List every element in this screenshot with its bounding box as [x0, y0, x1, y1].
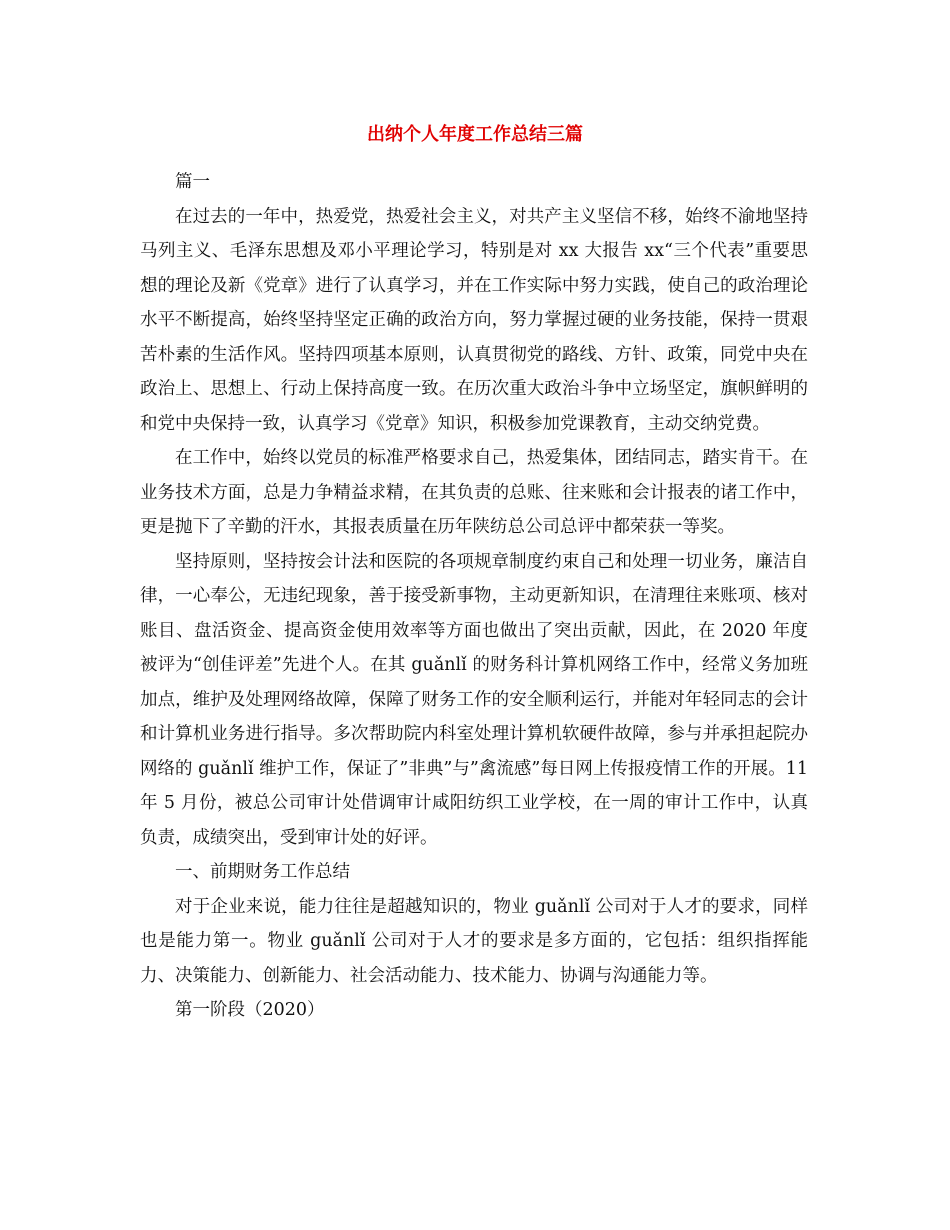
paragraph-work-attitude: 在工作中，始终以党员的标准严格要求自己，热爱集体，团结同志，踏实肯干。在业务技术方面，总是力争精益求精，在其负责的总账、往来账和会计报表的诸工作中，更是抛下了辛勤的汗水，其报表质量在历年陕纺总公司总评中都荣获一等奖。 [140, 448, 808, 537]
document-title: 出纳个人年度工作总结三篇 [367, 124, 583, 145]
paragraph-political-study: 在过去的一年中，热爱党，热爱社会主义，对共产主义坚信不移，始终不渝地坚持马列主义、毛泽东思想及邓小平理论学习，特别是对 xx 大报告 xx“三个代表”重要思想的理论及新《党章》进行了认真学习，并在工作实际中努力实践，使自己的政治理论水平不断提高，始终坚持坚定正确的政治方向，努力掌握过硬的业务技能，保持一贯艰苦朴素的生活作风。坚持四项基本原则，认真贯彻党的路线、方针、政策，同党中央在政治上、思想上、行动上保持高度一致。在历次重大政治斗争中立场坚定，旗帜鲜明的和党中央保持一致，认真学习《党章》知识，积极参加党课教育，主动交纳党费。 [140, 206, 808, 434]
section-heading-part-one: 篇一 [175, 172, 210, 192]
section-heading-stage-one: 第一阶段（2020） [175, 1000, 325, 1020]
document-body [140, 165, 808, 1028]
paragraph-principles: 坚持原则，坚持按会计法和医院的各项规章制度约束自己和处理一切业务，廉洁自律，一心奉公，无违纪现象，善于接受新事物，主动更新知识，在清理往来账项、核对账目、盘活资金、提高资金使用效率等方面也做出了突出贡献，因此，在 2020 年度被评为“创佳评差”先进个人。在其 guǎnlǐ 的财务科计算机网络工作中，经常义务加班加点，维护及处理网络故障，保障了财务工作的安全顺利运行，并能对年轻同志的会计和计算机业务进行指导。多次帮助院内科室处理计算机软硬件故障，参与并承担起院办网络的 guǎnlǐ 维护工作，保证了”非典”与”禽流感”每日网上传报疫情工作的开展。11 年 5 月份，被总公司审计处借调审计咸阳纺织工业学校，在一周的审计工作中，认真负责，成绩突出，受到审计处的好评。 [140, 551, 808, 848]
section-heading-finance-summary: 一、前期财务工作总结 [175, 862, 350, 882]
paragraph-ability: 对于企业来说，能力往往是超越知识的，物业 guǎnlǐ 公司对于人才的要求，同样也是能力第一。物业 guǎnlǐ 公司对于人才的要求是多方面的，它包括：组织指挥能力、决策能力、创新能力、社会活动能力、技术能力、协调与沟通能力等。 [140, 896, 808, 986]
